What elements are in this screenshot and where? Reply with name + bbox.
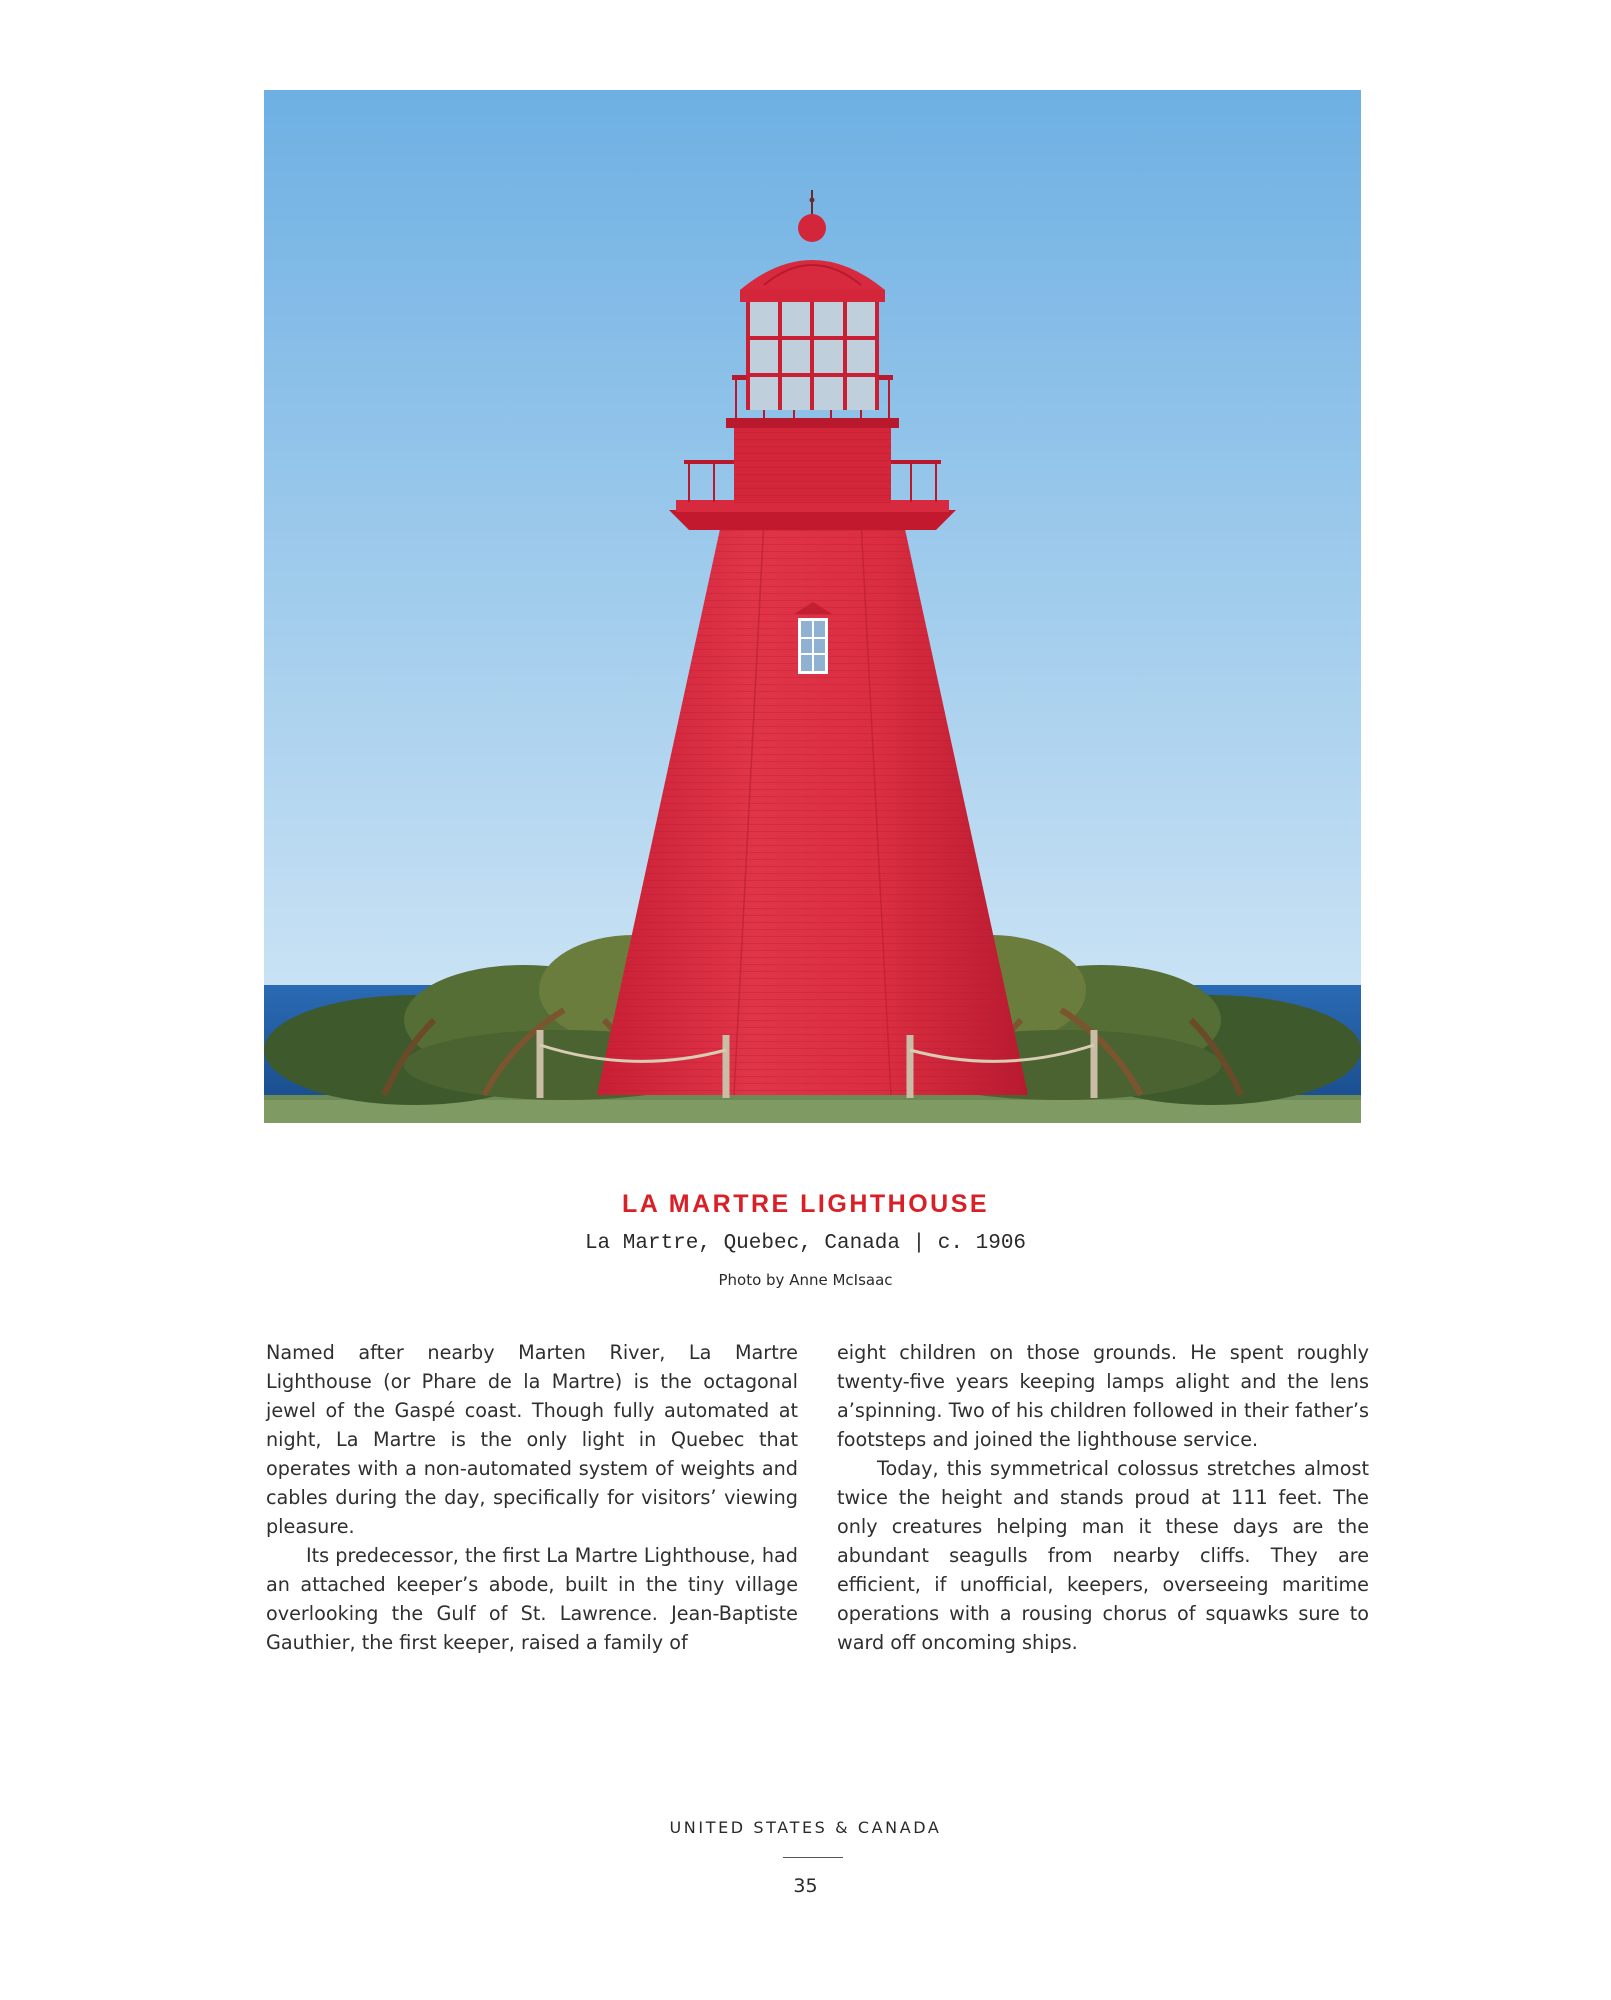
- body-paragraph: eight children on those grounds. He spent roughly twenty-five years keeping lamps alight and the lens a’spinning. Two of his children followed in their father’s footsteps and joined the lighthouse service.: [837, 1341, 1369, 1451]
- body-paragraph: Today, this symmetrical colossus stretches almost twice the height and stands proud at 111 feet. The only creatures helping man it these days are the abundant seagulls from nearby cliffs. They are efficient, if unofficial, keepers, overseeing maritime operations with a rousing chorus of squawks sure to ward off oncoming ships.: [837, 1457, 1369, 1654]
- photo-credit: Photo by Anne McIsaac: [718, 1271, 893, 1289]
- body-column-right: [837, 1338, 1369, 1657]
- body-paragraph: Named after nearby Marten River, La Martre Lighthouse (or Phare de la Martre) is the octagonal jewel of the Gaspé coast. Though fully automated at night, La Martre is the only light in Quebec that operates with a non-automated system of weights and cables during the day, specifically for visitors’ viewing pleasure.: [266, 1341, 798, 1538]
- body-paragraph: Its predecessor, the first La Martre Lighthouse, had an attached keeper’s abode, built in the tiny village overlooking the Gulf of St. Lawrence. Jean-Baptiste Gauthier, the first keeper, raised a family of: [266, 1544, 798, 1654]
- body-column-left: [266, 1338, 798, 1657]
- lighthouse-photo: [264, 90, 1361, 1123]
- footer-divider: [783, 1857, 843, 1858]
- page-number: 35: [793, 1875, 818, 1897]
- location-date-line: La Martre, Quebec, Canada | c. 1906: [584, 1232, 1027, 1255]
- article-title: LA MARTRE LIGHTHOUSE: [621, 1190, 990, 1218]
- section-footer: UNITED STATES & CANADA: [669, 1818, 942, 1837]
